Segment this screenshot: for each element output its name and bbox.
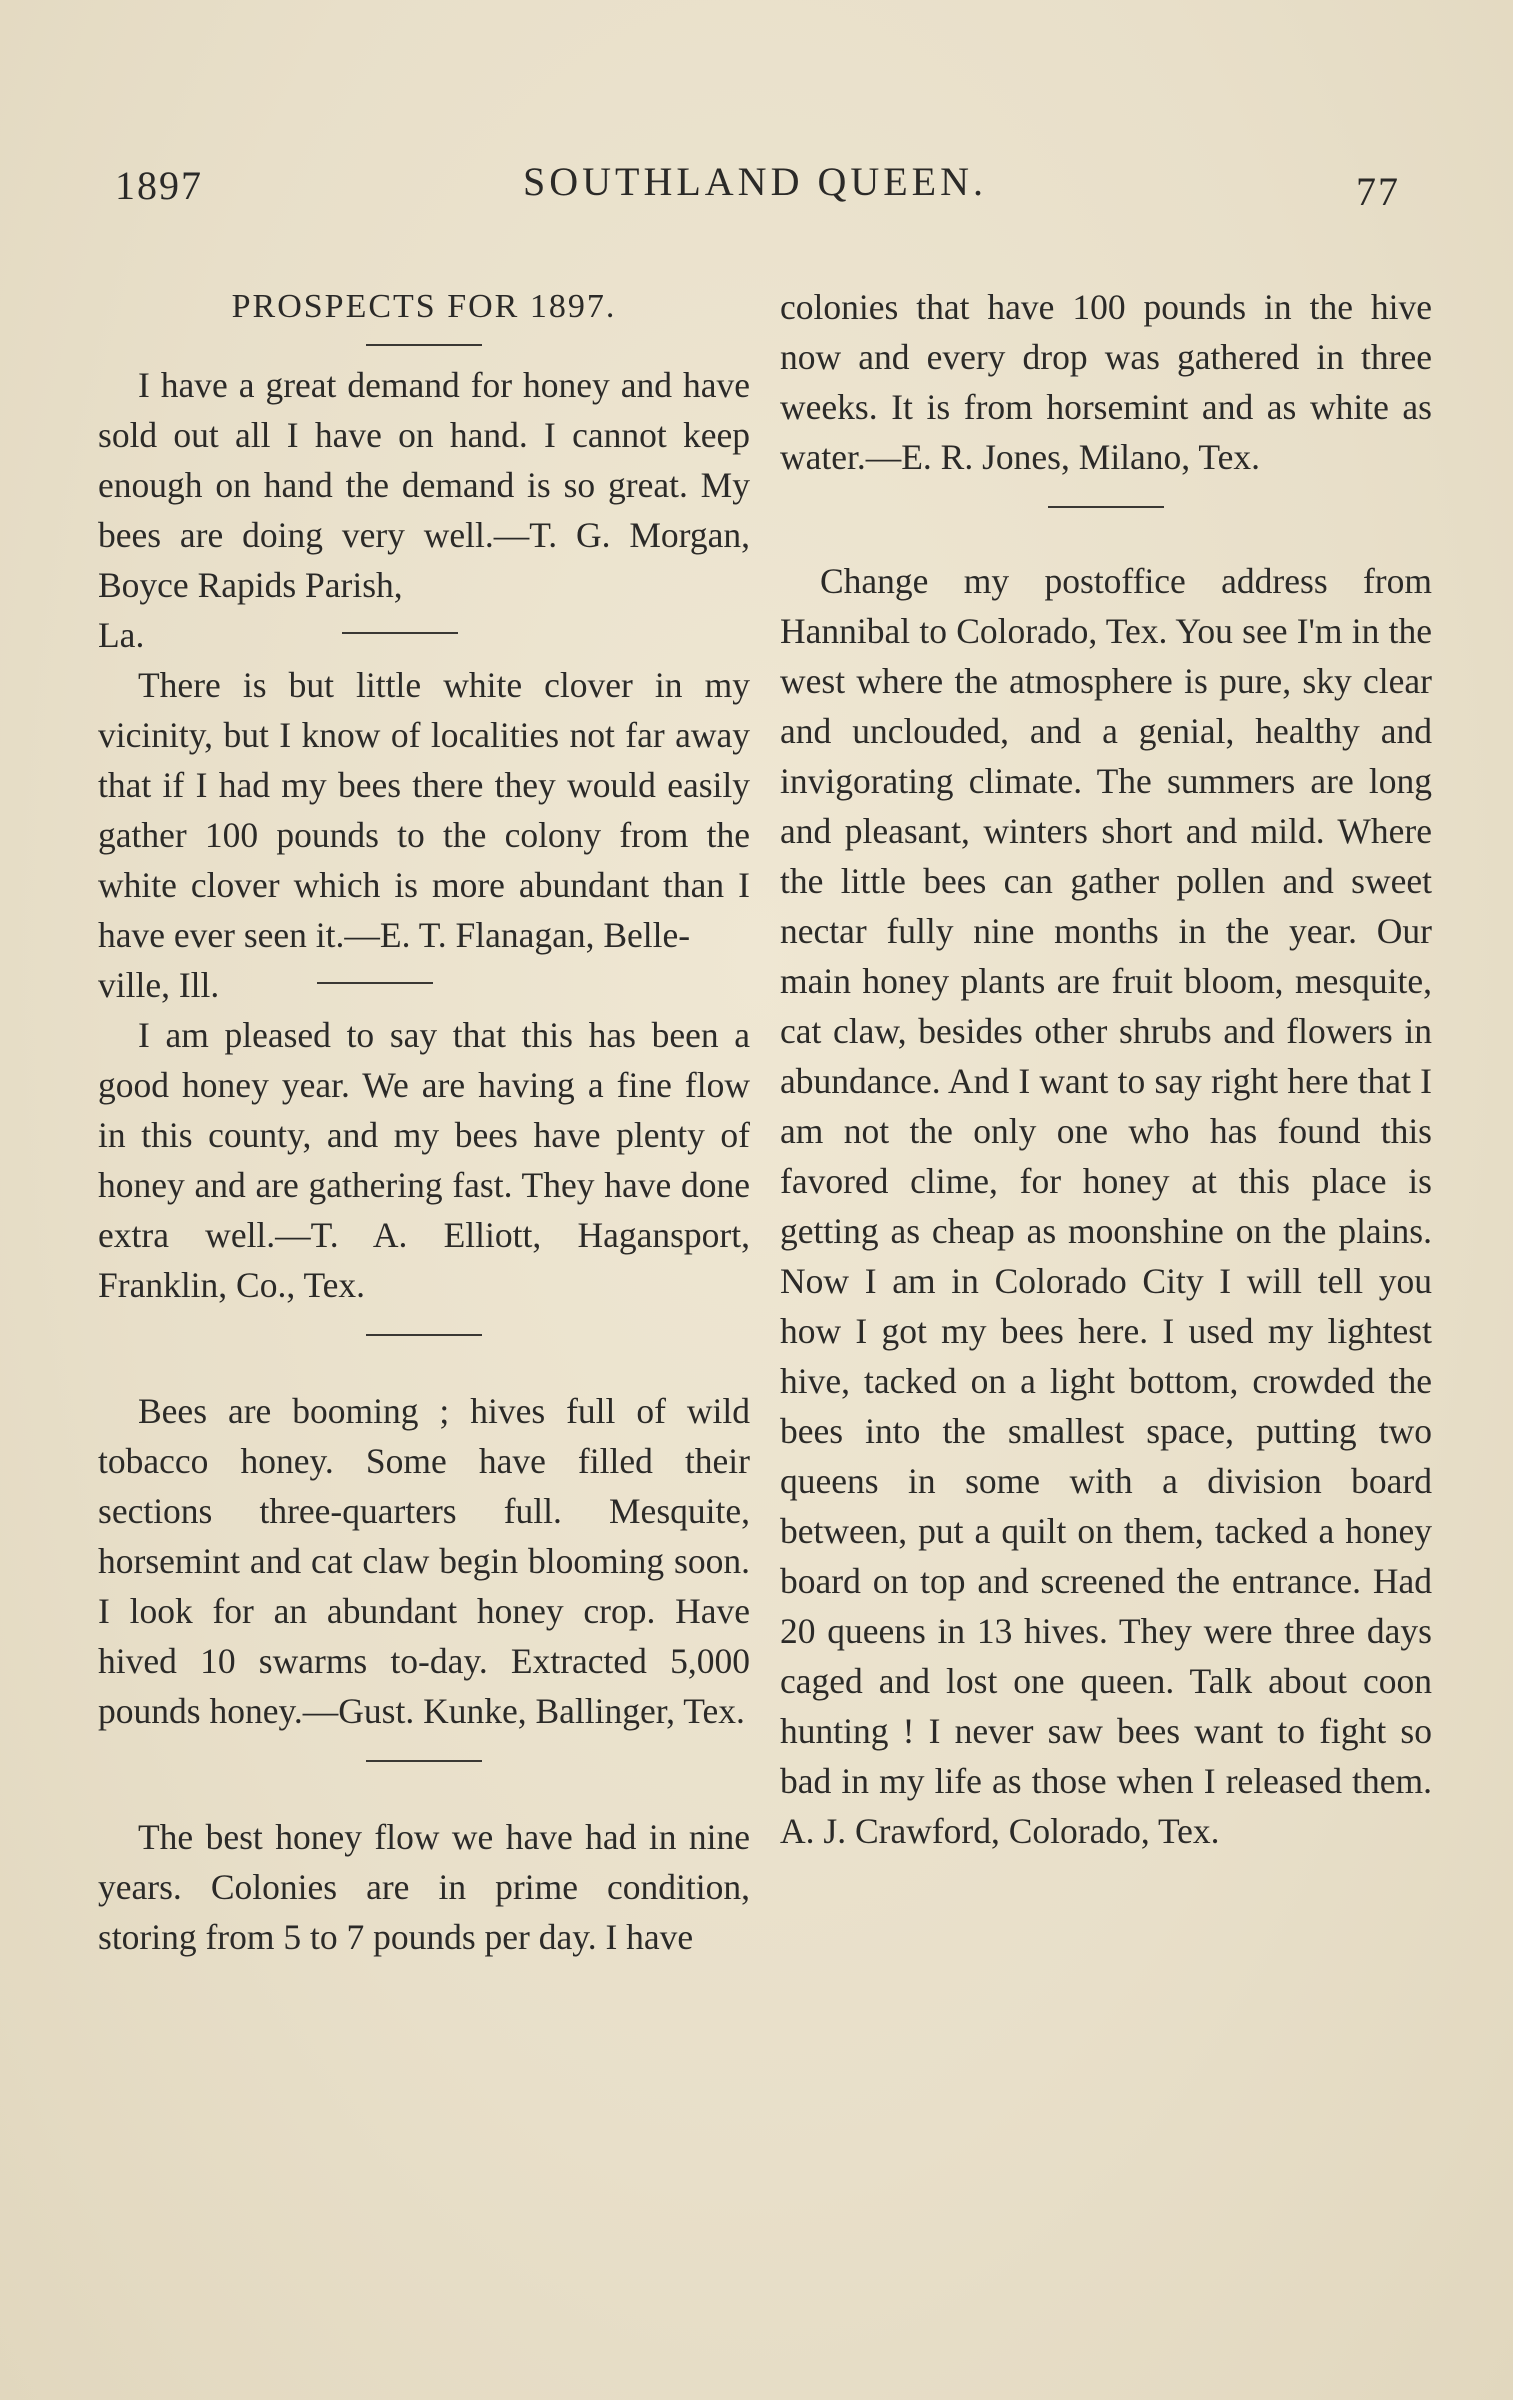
letter-continued: The best honey flow we have had in nine years. Colonies are in prime condition, storing from 5 to 7 pounds per day. I have <box>98 1817 750 1957</box>
letter-crawford: Change my postoffice address from Hannibal to Colorado, Tex. You see I'm in the west where the atmosphere is pure, sky clear and unclouded, and a genial, healthy and invigorating climate. The summers are long and pleasant, winters short and mild. Where the little bees can gather pollen and sweet nectar fully nine months in the year. Our main honey plants are fruit bloom, mesquite, cat claw, besides other shrubs and flowers in abundance. And I want to say right here that I am not the only one who has found this favored clime, for honey at this place is getting as cheap as moonshine on the plains. Now I am in Colorado City I will tell you how I got my bees here. I used my lightest hive, tacked on a light bottom, crowded the bees into the smallest space, putting two queens in some with a division board between, put a quilt on them, tacked a honey board on top and screened the entrance. Had 20 queens in 13 hives. They were three days caged and lost one queen. Talk about coon hunting ! I never saw bees want to fight so bad in my life as those when I released them. A. J. Crawford, Colorado, Tex. <box>780 561 1432 1851</box>
letter-kunke: Bees are booming ; hives full of wild tobacco honey. Some have filled their sections three-quarters full. Mesquite, horsemint and cat claw begin blooming soon. I look for an abundant honey crop. Have hived 10 swarms to-day. Extracted 5,000 pounds honey.—Gust. Kunke, Ballinger, Tex. <box>98 1391 750 1731</box>
section-heading: PROSPECTS FOR 1897. <box>231 288 617 325</box>
letter-morgan-tail <box>98 610 750 660</box>
letter-elliott: I am pleased to say that this has been a good honey year. We are having a fine flow in this county, and my bees have plenty of honey and are gathering fast. They have done extra well.—T. A. Elliott, Hagansport, Franklin, Co., Tex. <box>98 1015 750 1305</box>
header-title: SOUTHLAND QUEEN. <box>523 159 987 204</box>
left-column <box>98 282 750 1962</box>
letter-morgan-place: La. <box>98 615 145 655</box>
divider-rule <box>366 1760 482 1762</box>
right-column <box>780 282 1432 1856</box>
header-year: 1897 <box>115 163 203 208</box>
divider-rule <box>366 1334 482 1336</box>
divider-rule <box>1048 506 1164 508</box>
divider-rule <box>317 982 433 984</box>
letter-flanagan-tail <box>98 960 750 1010</box>
divider-rule <box>342 632 458 634</box>
letter-flanagan: There is but little white clover in my vicinity, but I know of localities not far away that if I had my bees there they would easily gather 100 pounds to the colony from the white clover which is more abundant than I have ever seen it.—E. T. Flanagan, Belle- <box>98 665 750 955</box>
letter-jones: colonies that have 100 pounds in the hive now and every drop was gathered in three weeks. It is from horsemint and as white as water.—E. R. Jones, Milano, Tex. <box>780 287 1432 477</box>
letter-morgan: I have a great demand for honey and have sold out all I have on hand. I cannot keep enough on hand the demand is so great. My bees are doing very well.—T. G. Morgan, Boyce Rapids Parish, <box>98 365 750 605</box>
page-number: 77 <box>1356 169 1400 214</box>
letter-flanagan-place: ville, Ill. <box>98 965 220 1005</box>
divider-rule <box>366 344 482 346</box>
running-header <box>110 150 1400 214</box>
